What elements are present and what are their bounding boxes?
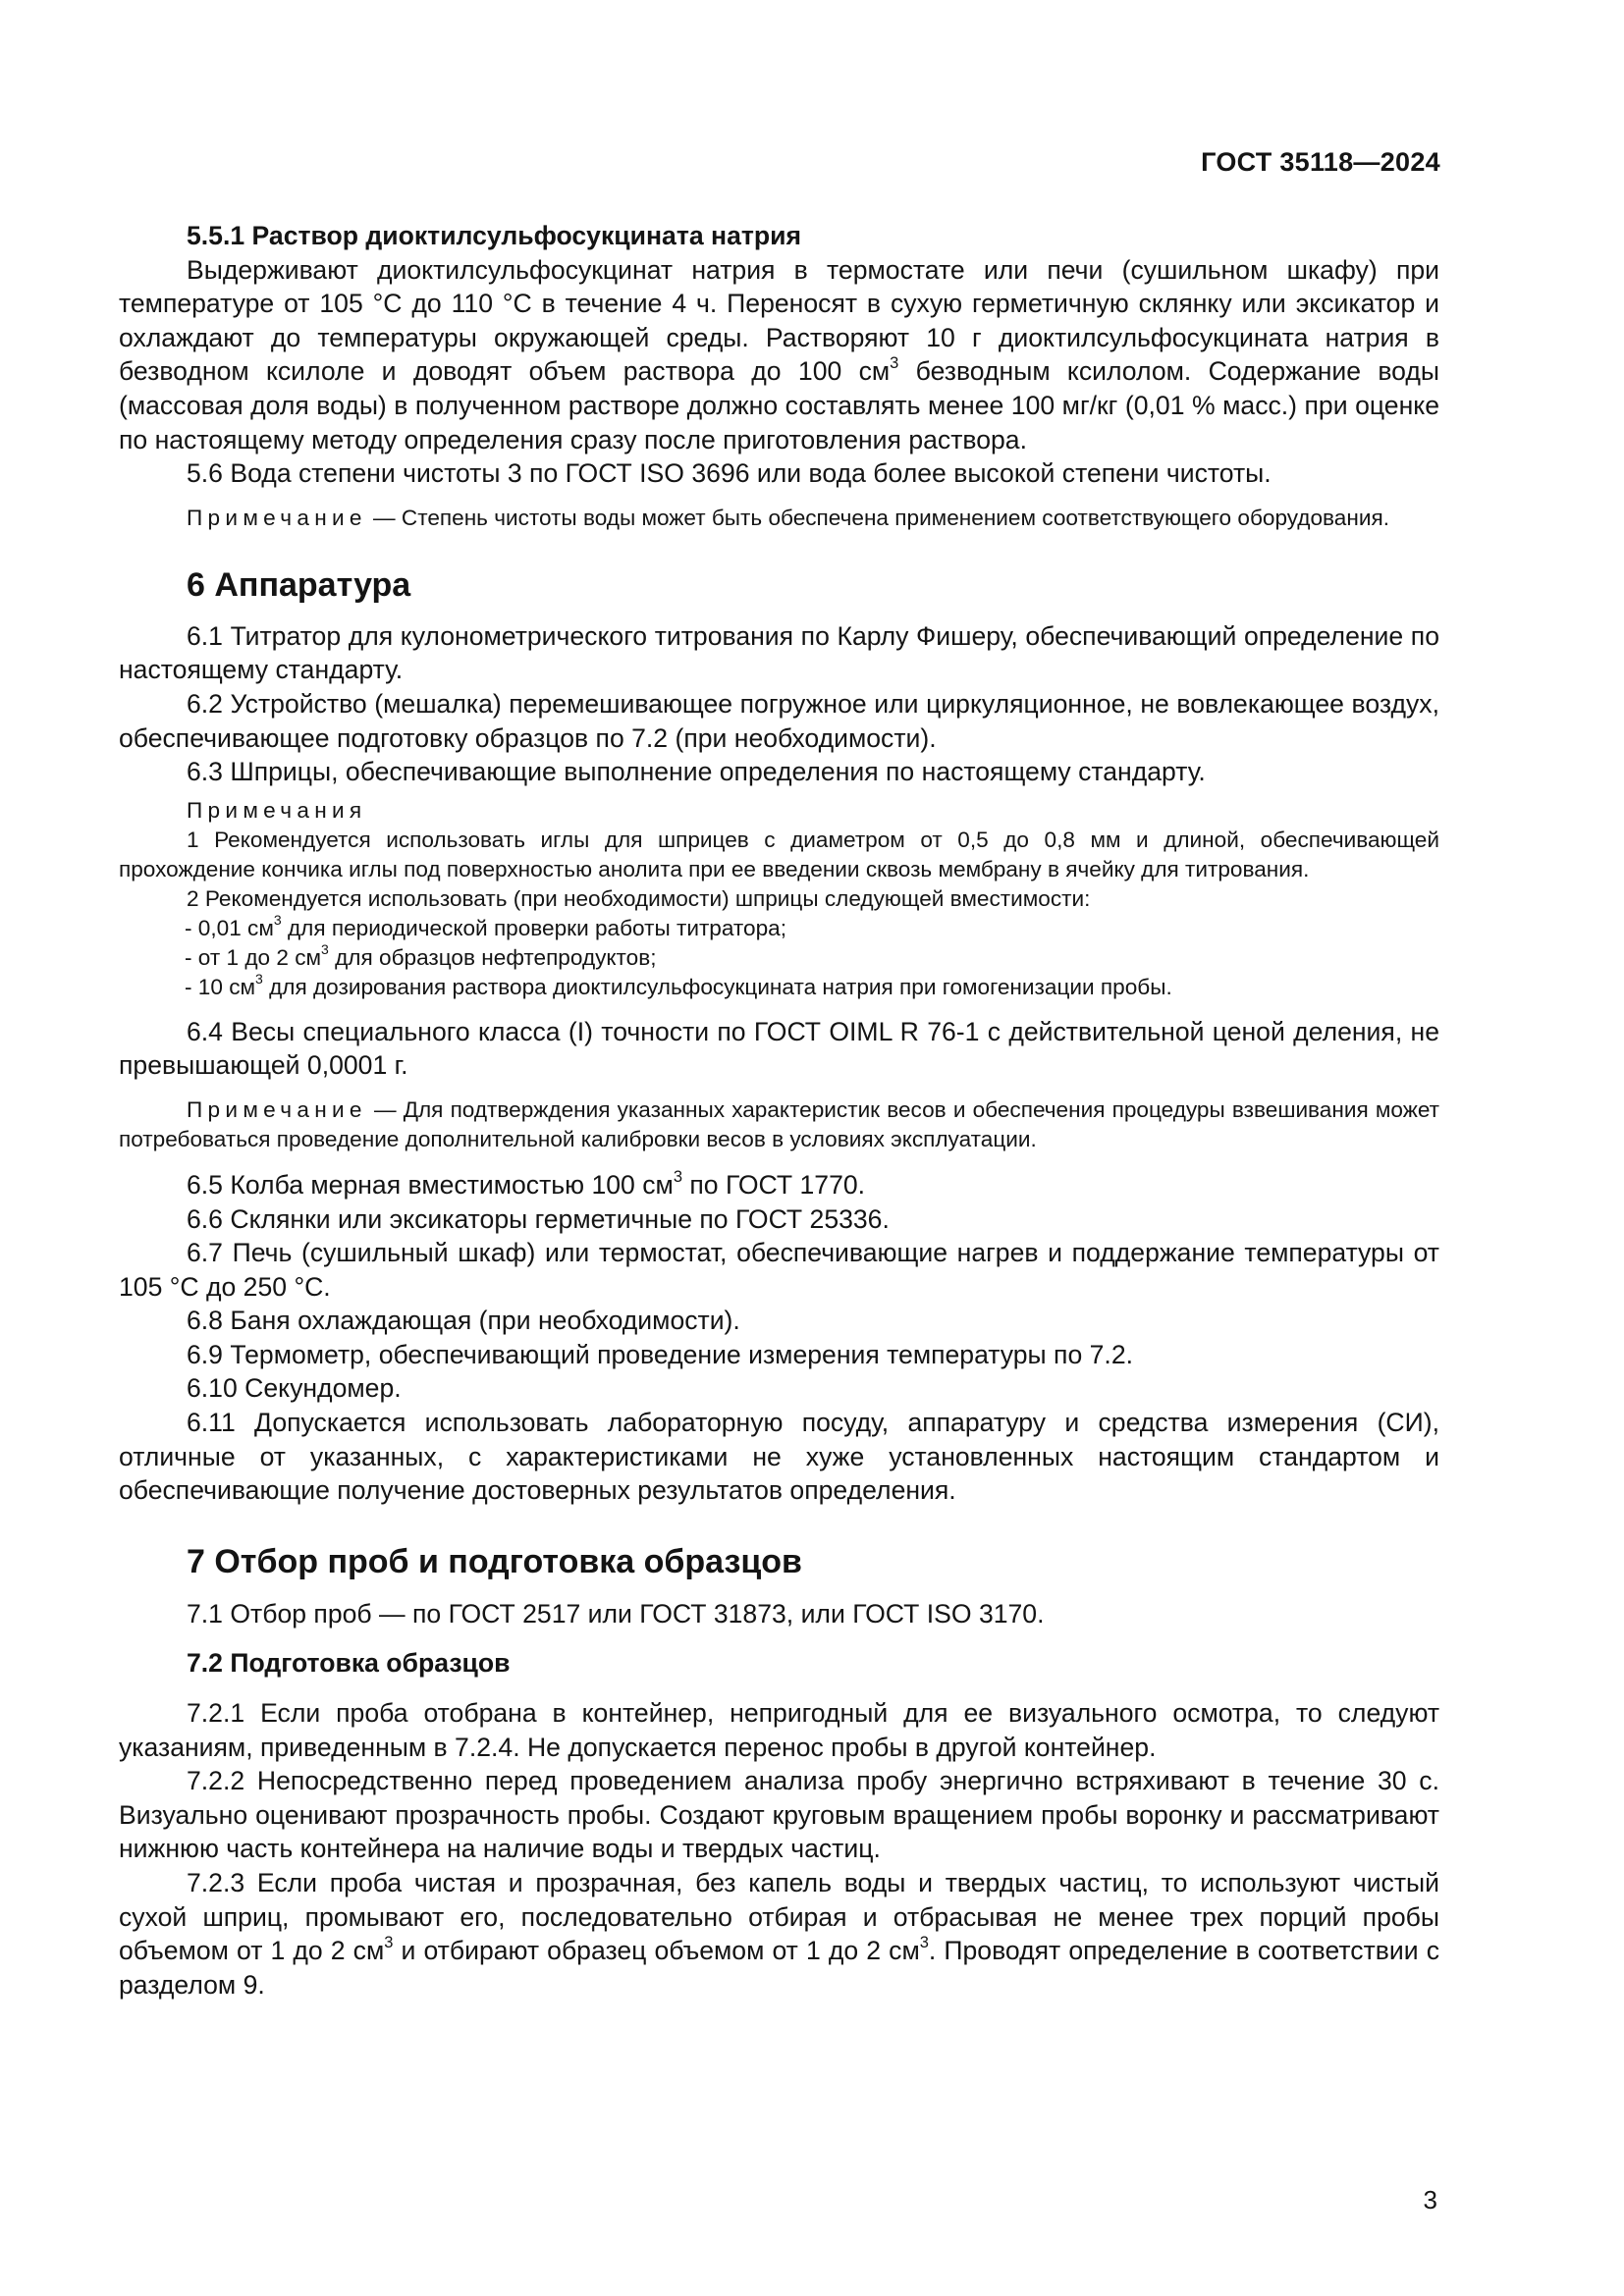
section-title-6: 6 Аппаратура bbox=[187, 565, 411, 604]
list-item: - 10 $см^3$ для дозирования раствора диоктилсульфосукцината натрия при гомогенизации пробы. bbox=[185, 971, 1172, 999]
paragraph-6-10: 6.10 Секундомер. bbox=[187, 1373, 402, 1404]
paragraph-6-5: 6.5 Колба мерная вместимостью 100 $см^3$ по ГОСТ 1770. bbox=[187, 1167, 866, 1200]
paragraph-7-2-2: 7.2.2 Непосредственно перед проведением анализа пробу энергично встряхивают в течение 30 с. Визуально оценивают прозрачность пробы. Создают круговым вращением пробы воронку и рассматривают нижнюю часть контейнера на наличие воды и твердых частиц. bbox=[119, 1766, 1439, 1864]
paragraph-6-1: 6.1 Титратор для кулонометрического титрования по Карлу Фишеру, обеспечивающий определение по настоящему стандарту. bbox=[119, 620, 1439, 685]
page-number: 3 bbox=[1423, 2185, 1437, 2215]
note-6-4: Примечание — Для подтверждения указанных характеристик весов и обеспечения процедуры взвешивания может потребоваться проведение дополнительной калибровки весов в условиях эксплуатации. bbox=[119, 1096, 1439, 1151]
section-title-7: 7 Отбор проб и подготовка образцов bbox=[187, 1542, 802, 1580]
note-6-3-1: 1 Рекомендуется использовать иглы для шприцев с диаметром от 0,5 до 0,8 мм и длиной, обеспечивающей прохождение кончика иглы под поверхностью анолита при ее введении сквозь мембрану в ячейку для титрования. bbox=[119, 827, 1439, 881]
document-code: ГОСТ 35118—2024 bbox=[1201, 147, 1440, 177]
paragraph-7-2-3: 7.2.3 Если проба чистая и прозрачная, без капель воды и твердых частиц, то используют чистый сухой шприц, промывают его, последовательно отбирая и отбрасывая не менее трех порций пробы объемом от 1 до 2 $см^3$ и отбирают образец объемом от 1 до 2 $см^3$. Проводят определение в соответствии с разделом 9. bbox=[119, 1868, 1439, 2000]
paragraph-7-1: 7.1 Отбор проб — по ГОСТ 2517 или ГОСТ 31873, или ГОСТ ISO 3170. bbox=[187, 1598, 1045, 1629]
note-6-3-2: 2 Рекомендуется использовать (при необходимости) шприцы следующей вместимости: bbox=[187, 885, 1091, 911]
note-5-6: Примечание — Степень чистоты воды может быть обеспечена применением соответствующего оборудования. bbox=[187, 505, 1389, 530]
paragraph-6-9: 6.9 Термометр, обеспечивающий проведение измерения температуры по 7.2. bbox=[187, 1339, 1133, 1369]
paragraph-5-6: 5.6 Вода степени чистоты 3 по ГОСТ ISO 3696 или вода более высокой степени чистоты. bbox=[187, 458, 1272, 489]
page-content bbox=[119, 219, 1439, 2002]
subsection-title-7-2: 7.2 Подготовка образцов bbox=[187, 1648, 511, 1679]
paragraph-6-2: 6.2 Устройство (мешалка) перемешивающее погружное или циркуляционное, не вовлекающее воздух, обеспечивающее подготовку образцов по 7.2 (при необходимости). bbox=[119, 688, 1439, 753]
paragraph-7-2-1: 7.2.1 Если проба отобрана в контейнер, непригодный для ее визуального осмотра, то следуют указаниям, приведенным в 7.2.4. Не допускается перенос пробы в другой контейнер. bbox=[119, 1698, 1439, 1762]
paragraph-6-7: 6.7 Печь (сушильный шкаф) или термостат, обеспечивающие нагрев и поддержание температуры от 105 °C до 250 °C. bbox=[119, 1238, 1439, 1302]
paragraph-6-8: 6.8 Баня охлаждающая (при необходимости). bbox=[187, 1306, 740, 1336]
paragraph-5-5-1: Выдерживают диоктилсульфосукцинат натрия в термостате или печи (сушильном шкафу) при температуре от 105 °C до 110 °C в течение 4 ч. Переносят в сухую герметичную склянку или эксикатор и охлаждают до температуры окружающей среды. Растворяют 10 г диоктилсульфосукцината натрия в безводном ксилоле и доводят объем раствора до 100 $см^3$ безводным ксилолом. Содержание воды (массовая доля воды) в полученном растворе должно составлять менее 100 мг/кг (0,01 % масс.) при оценке по настоящему методу определения сразу после приготовления раствора. bbox=[119, 254, 1439, 454]
notes-label: Примечания bbox=[187, 797, 367, 823]
list-item: - от 1 до 2 $см^3$ для образцов нефтепродуктов; bbox=[185, 941, 657, 970]
paragraph-6-3: 6.3 Шприцы, обеспечивающие выполнение определения по настоящему стандарту. bbox=[187, 757, 1206, 787]
paragraph-6-11: 6.11 Допускается использовать лабораторную посуду, аппаратуру и средства измерения (СИ), отличные от указанных, с характеристиками не хуже установленных настоящим стандартом и обеспечивающие получение достоверных результатов определения. bbox=[119, 1408, 1439, 1506]
subsection-title-5-5-1: 5.5.1 Раствор диоктилсульфосукцината натрия bbox=[187, 221, 802, 250]
list-item: - 0,01 $см^3$ для периодической проверки работы титратора; bbox=[185, 912, 786, 940]
paragraph-6-6: 6.6 Склянки или эксикаторы герметичные по ГОСТ 25336. bbox=[187, 1203, 890, 1234]
paragraph-6-4: 6.4 Весы специального класса (I) точности по ГОСТ OIML R 76-1 с действительной ценой деления, не превышающей 0,0001 г. bbox=[119, 1016, 1439, 1081]
